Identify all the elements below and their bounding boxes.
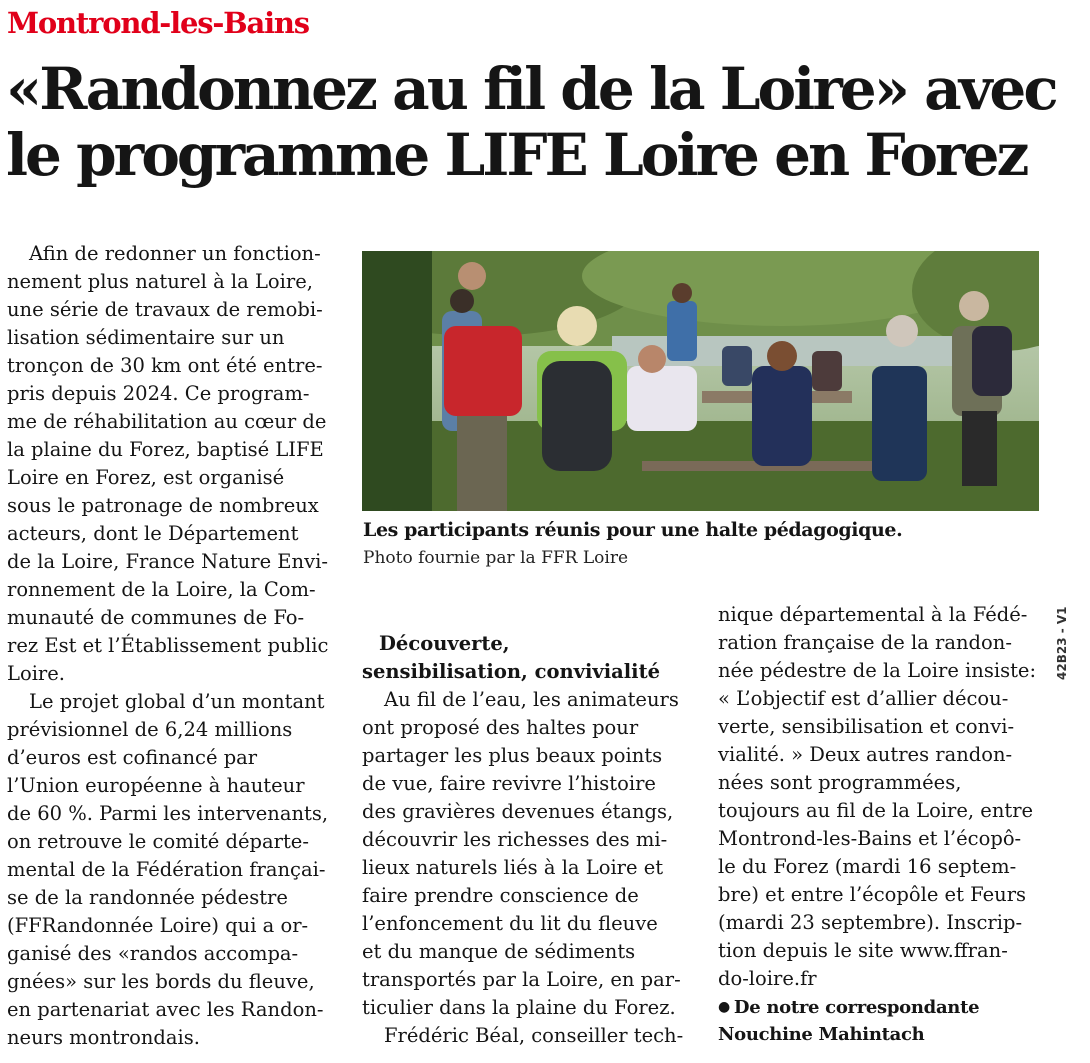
text-line: Loire en Forez, est organisé bbox=[7, 466, 285, 489]
subhead-line-1: Découverte, bbox=[379, 632, 510, 655]
text-line: l’enfoncement du lit du fleuve bbox=[362, 912, 658, 935]
photo-caption: Les participants réunis pour une halte pédagogique. bbox=[363, 519, 903, 541]
text-line: nées sont programmées, bbox=[718, 771, 962, 794]
text-line: mental de la Fédération françai- bbox=[7, 858, 326, 881]
text-line: on retrouve le comité départe- bbox=[7, 830, 309, 853]
bullet-icon: ● bbox=[718, 999, 730, 1015]
photo-credit: Photo fournie par la FFR Loire bbox=[363, 548, 629, 568]
column-2-body bbox=[362, 686, 688, 1050]
text-line: verte, sensibilisation et convi- bbox=[718, 715, 1015, 738]
text-line: munauté de communes de Fo- bbox=[7, 606, 305, 629]
subhead-line-2: sensibilisation, convivialité bbox=[362, 660, 660, 683]
section-kicker: Montrond-les-Bains bbox=[7, 6, 309, 40]
column-3-body bbox=[718, 601, 1044, 993]
text-line: et du manque de sédiments bbox=[362, 940, 636, 963]
text-line: d’euros est cofinancé par bbox=[7, 746, 258, 769]
headline-line-2: le programme LIFE Loire en Forez bbox=[6, 121, 1027, 189]
text-line: des gravières devenues étangs, bbox=[362, 800, 674, 823]
text-line: neurs montrondais. bbox=[7, 1026, 200, 1049]
text-line: sous le patronage de nombreux bbox=[7, 494, 319, 517]
text-line: Frédéric Béal, conseiller tech- bbox=[384, 1024, 684, 1047]
text-line: lieux naturels liés à la Loire et bbox=[362, 856, 664, 879]
signature-credit: De notre correspondante bbox=[733, 997, 980, 1018]
text-line: acteurs, dont le Département bbox=[7, 522, 299, 545]
text-line: rez Est et l’Établissement public bbox=[7, 634, 329, 657]
text-line: gnées» sur les bords du fleuve, bbox=[7, 970, 315, 993]
text-line: me de réhabilitation au cœur de bbox=[7, 410, 327, 433]
text-line: nique départemental à la Fédé- bbox=[718, 603, 1028, 626]
text-line: transportés par la Loire, en par- bbox=[362, 968, 681, 991]
text-line: une série de travaux de remobi- bbox=[7, 298, 323, 321]
text-line: do-loire.fr bbox=[718, 967, 817, 990]
text-line: l’Union européenne à hauteur bbox=[7, 774, 305, 797]
text-line: ronnement de la Loire, la Com- bbox=[7, 578, 316, 601]
text-line: tion depuis le site www.ffran- bbox=[718, 939, 1008, 962]
group-hike-photo-icon bbox=[362, 251, 1039, 511]
text-line: toujours au fil de la Loire, entre bbox=[718, 799, 1034, 822]
text-line: Le projet global d’un montant bbox=[29, 690, 325, 713]
text-line: découvrir les richesses des mi- bbox=[362, 828, 668, 851]
text-line: de la Loire, France Nature Envi- bbox=[7, 550, 328, 573]
text-line: ganisé des «randos accompa- bbox=[7, 942, 299, 965]
text-line: Montrond-les-Bains et l’écopô- bbox=[718, 827, 1022, 850]
text-line: partager les plus beaux points bbox=[362, 744, 663, 767]
text-line: bre) et entre l’écopôle et Feurs bbox=[718, 883, 1027, 906]
text-line: pris depuis 2024. Ce program- bbox=[7, 382, 310, 405]
signature-line-2: Nouchine Mahintach bbox=[718, 1024, 925, 1045]
text-line: prévisionnel de 6,24 millions bbox=[7, 718, 293, 741]
text-line: nement plus naturel à la Loire, bbox=[7, 270, 313, 293]
text-line: vialité. » Deux autres randon- bbox=[718, 743, 1013, 766]
text-line: de 60 %. Parmi les intervenants, bbox=[7, 802, 329, 825]
text-line: faire prendre conscience de bbox=[362, 884, 639, 907]
text-line: ration française de la randon- bbox=[718, 631, 1012, 654]
article-headline bbox=[6, 56, 1081, 188]
text-line: se de la randonnée pédestre bbox=[7, 886, 288, 909]
text-line: de vue, faire revivre l’histoire bbox=[362, 772, 656, 795]
text-line: Afin de redonner un fonction- bbox=[29, 242, 321, 265]
text-line: Loire. bbox=[7, 662, 65, 685]
headline-line-1: «Randonnez au fil de la Loire» avec bbox=[6, 55, 1056, 123]
text-line: (mardi 23 septembre). Inscrip- bbox=[718, 911, 1023, 934]
text-line: le du Forez (mardi 16 septem- bbox=[718, 855, 1017, 878]
text-line: lisation sédimentaire sur un bbox=[7, 326, 285, 349]
text-line: la plaine du Forez, baptisé LIFE bbox=[7, 438, 324, 461]
article-column-3 bbox=[718, 601, 1044, 1049]
article-column-2 bbox=[362, 630, 688, 1050]
text-line: tronçon de 30 km ont été entre- bbox=[7, 354, 323, 377]
text-line: ont proposé des haltes pour bbox=[362, 716, 639, 739]
text-line: « L’objectif est d’allier décou- bbox=[718, 687, 1009, 710]
article-photo bbox=[362, 251, 1039, 511]
text-line: (FFRandonnée Loire) qui a or- bbox=[7, 914, 309, 937]
edition-code: 42B23 - V1 bbox=[1055, 606, 1069, 680]
text-line: née pédestre de la Loire insiste: bbox=[718, 659, 1037, 682]
text-line: en partenariat avec les Randon- bbox=[7, 998, 324, 1021]
article-column-1 bbox=[7, 240, 333, 1052]
signature-line-1 bbox=[718, 993, 1044, 1021]
text-line: Au fil de l’eau, les animateurs bbox=[384, 688, 679, 711]
text-line: ticulier dans la plaine du Forez. bbox=[362, 996, 676, 1019]
